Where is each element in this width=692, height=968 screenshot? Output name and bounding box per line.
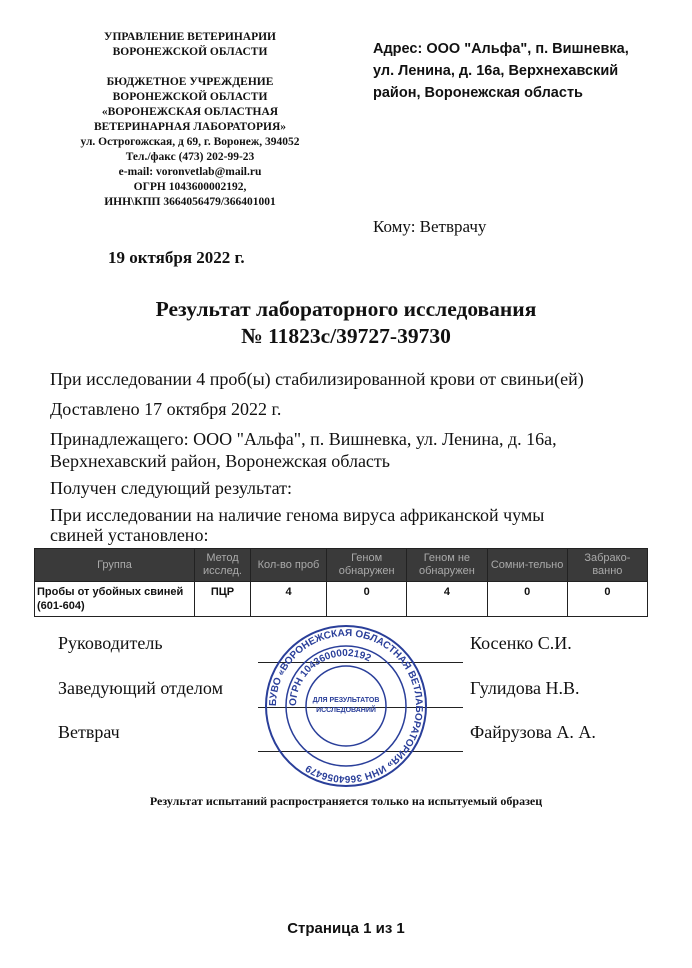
column-header: Кол-во проб [251,549,327,582]
column-header: Метод исслед. [195,549,251,582]
body-text: свиней установлено: [50,525,209,545]
org-ogrn: ОГРН 1043600002192, [133,181,247,193]
signature-name: Косенко С.И. [470,633,572,653]
column-header: Геном не обнаружен [407,549,487,582]
table-cell: Пробы от убойных свиней (601-604) [35,582,195,617]
org-line: ВОРОНЕЖСКОЙ ОБЛАСТИ [112,91,268,103]
stamp-center-line: ДЛЯ РЕЗУЛЬТАТОВ [312,697,380,704]
table-cell: 0 [327,582,407,617]
table-cell: 0 [487,582,567,617]
column-header: Геном обнаружен [327,549,407,582]
address-line: Адрес: ООО "Альфа", п. Вишневка, [373,41,629,57]
org-inn: ИНН\КПП 3664056479/366401001 [104,196,276,208]
signature-name: Файрузова А. А. [470,722,596,742]
signature-name: Гулидова Н.В. [470,678,580,698]
body-text: Принадлежащего: ООО "Альфа", п. Вишневка, ул. Ленина, д. 16а, [50,429,557,449]
address-line: ул. Ленина, д. 16а, Верхнехавский [373,63,619,79]
spacer [40,60,340,75]
stamp-center-line: ИССЛЕДОВАНИЙ [316,707,376,714]
document-date: 19 октября 2022 г. [108,248,245,267]
stamp-center-text [313,697,380,714]
org-email: e-mail: voronvetlab@mail.ru [118,166,262,178]
signature-role: Заведующий отделом [58,678,223,698]
org-phone: Тел./факс (473) 202-99-23 [125,151,255,163]
signature-role: Ветврач [58,722,120,742]
body-text: Получен следующий результат: [50,478,293,498]
body-text: Верхнехавский район, Воронежская область [50,451,390,471]
document-title [0,296,692,350]
body-text: При исследовании на наличие генома вируса африканской чумы [50,505,545,525]
body-text: Доставлено 17 октября 2022 г. [50,399,282,419]
org-line: ВЕТЕРИНАРНАЯ ЛАБОРАТОРИЯ» [93,121,287,133]
org-line: БЮДЖЕТНОЕ УЧРЕЖДЕНИЕ [106,76,274,88]
official-stamp [264,624,428,788]
table-cell: 0 [567,582,647,617]
organization-header [40,30,340,210]
title-line: Результат лабораторного исследования [155,297,537,321]
document-number: № 11823с/39727-39730 [241,324,451,348]
table-header-row [35,549,648,582]
results-table [34,548,648,617]
column-header: Забрако-ванно [567,549,647,582]
org-line: «ВОРОНЕЖСКАЯ ОБЛАСТНАЯ [101,106,279,118]
address-line: район, Воронежская область [373,85,583,101]
table-cell: 4 [251,582,327,617]
org-line: ВОРОНЕЖСКОЙ ОБЛАСТИ [112,46,268,58]
column-header: Группа [35,549,195,582]
page-number: Страница 1 из 1 [287,920,405,937]
stamp-outer-text: БУВО «ВОРОНЕЖСКАЯ ОБЛАСТНАЯ ВЕТЛАБОРАТОРИЯ» ИНН 3664056479 [267,627,425,785]
signature-role: Руководитель [58,633,163,653]
table-cell: 4 [407,582,487,617]
footer-note: Результат испытаний распространяется только на испытуемый образец [149,794,543,808]
table-cell: ПЦР [195,582,251,617]
stamp-inner-text: ОГРН 1043600002192 [287,647,373,707]
org-line: УПРАВЛЕНИЕ ВЕТЕРИНАРИИ [104,31,276,43]
org-address: ул. Острогожская, д 69, г. Воронеж, 394052 [80,136,300,148]
recipient: Кому: Ветврачу [373,217,487,236]
table-row [35,582,648,617]
column-header: Сомни-тельно [487,549,567,582]
client-address [373,38,683,104]
body-text: При исследовании 4 проб(ы) стабилизированной крови от свиньи(ей) [50,369,584,389]
